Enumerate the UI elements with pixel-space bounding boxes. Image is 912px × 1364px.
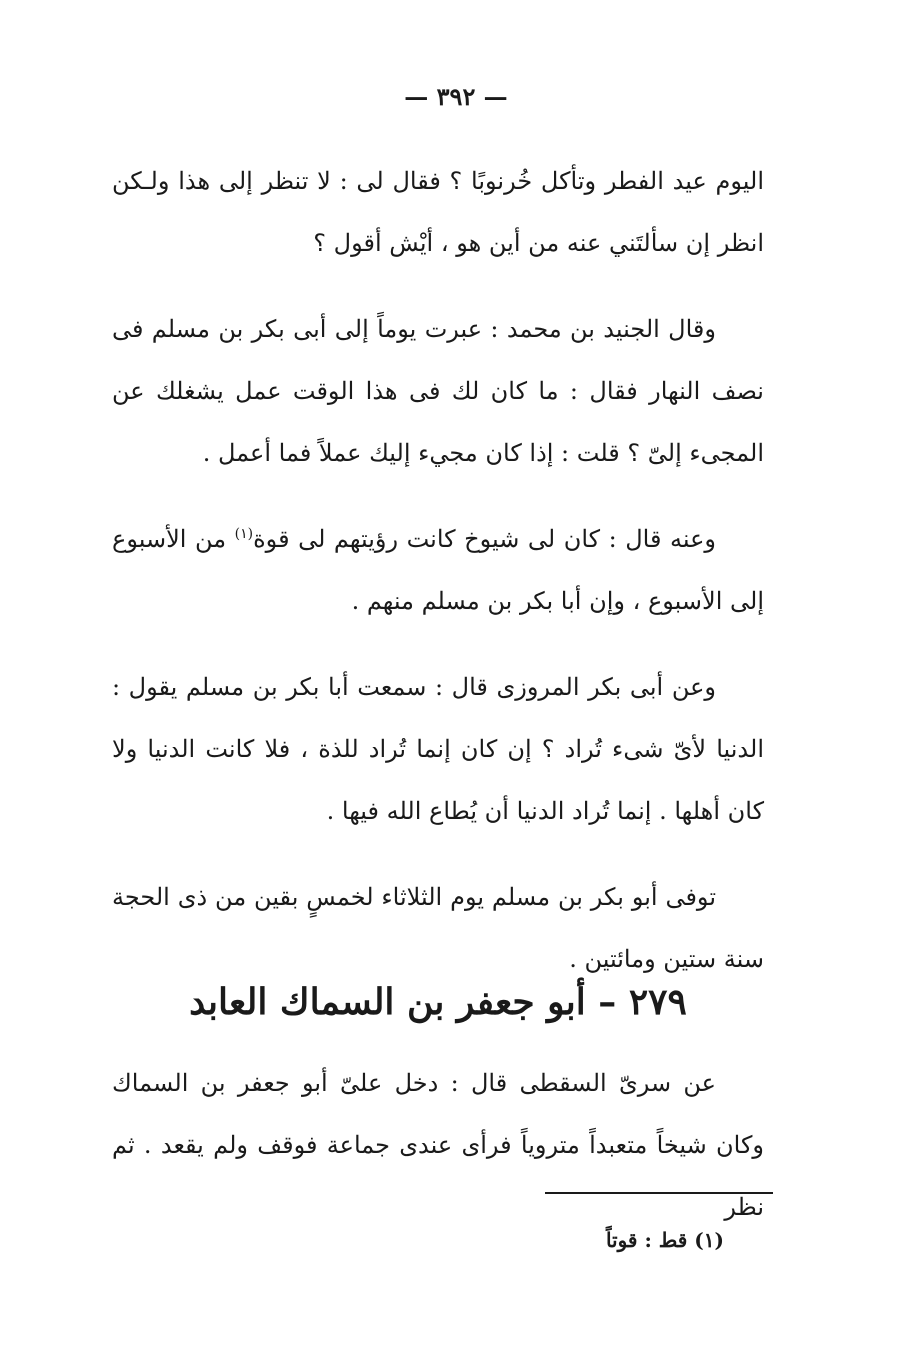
paragraph-sari-text: عن سرىّ السقطى قال : دخل علىّ أبو جعفر بن السماك وكان شيخاً متعبداً متروياً فرأى عندى جماعة فوقف ولم يقعد . ثم نظر (112, 1069, 764, 1221)
paragraph-shuyukh-text-b: من الأسبوع إلى الأسبوع ، وإن أبا بكر بن مسلم منهم . (112, 525, 764, 615)
paragraph-shuyukh-text-a: وعنه قال : كان لى شيوخ كانت رؤيتهم لى قوة (253, 525, 717, 553)
paragraph-continuation: اليوم عيد الفطر وتأكل خُرنوبًا ؟ فقال لى : لا تنظر إلى هذا ولـكن انظر إن سألتَني عنه من أين هو ، أيْش أقول ؟ (112, 167, 764, 257)
paragraph-junayd (112, 298, 764, 484)
section-heading: ٢٧٩ – أبو جعفر بن السماك العابد (189, 981, 687, 1023)
paragraph-marwazi (112, 656, 764, 842)
footnote-reference: (١) (234, 526, 254, 542)
paragraph-shuyukh (112, 508, 764, 632)
paragraph-sari (112, 1052, 764, 1238)
footnote: (١) قط : قوتاً (605, 1228, 724, 1252)
main-text-top (112, 150, 764, 990)
page-number: — ٣٩٢ — (404, 82, 508, 111)
paragraph-marwazi-text: وعن أبى بكر المروزى قال : سمعت أبا بكر بن مسلم يقول : الدنيا لأىّ شىء تُراد ؟ إن كان إنما تُراد للذة ، فلا كانت الدنيا ولا كان أهلها . إنما تُراد الدنيا أن يُطاع الله فيها . (112, 673, 764, 825)
paragraph-death-text: توفى أبو بكر بن مسلم يوم الثلاثاء لخمسٍ بقين من ذى الحجة سنة ستين ومائتين . (112, 883, 764, 973)
paragraph-junayd-text: وقال الجنيد بن محمد : عبرت يوماً إلى أبى بكر بن مسلم فى نصف النهار فقال : ما كان لك فى هذا الوقت عمل يشغلك عن المجىء إلىّ ؟ قلت : إذا كان مجيء إليك عملاً فما أعمل . (112, 315, 764, 467)
footnote-divider (545, 1192, 773, 1194)
main-text-bottom (112, 1052, 764, 1238)
